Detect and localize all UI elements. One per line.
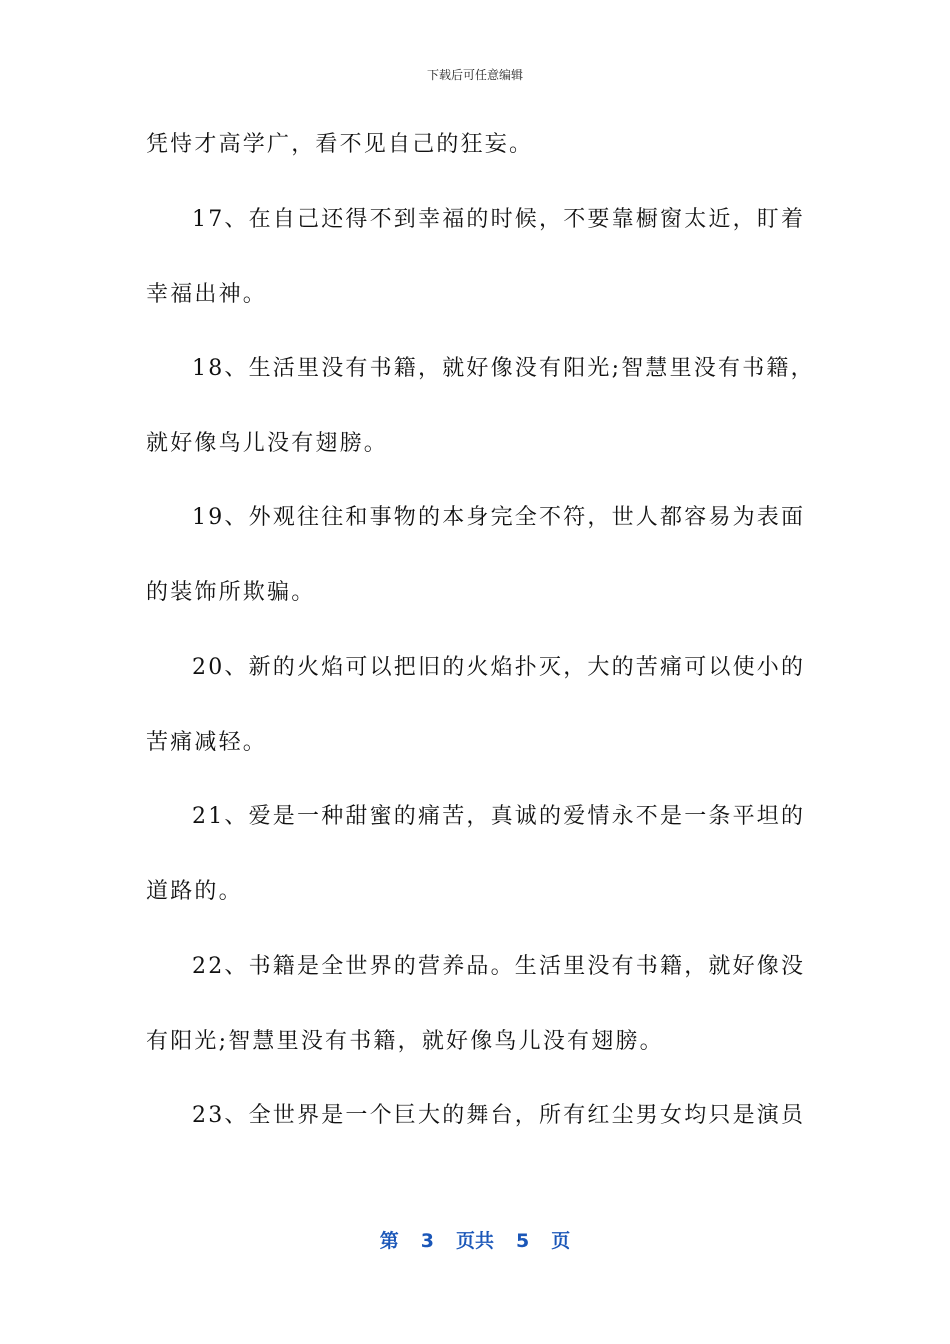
text-line: 凭恃才高学广，看不见自己的狂妄。: [146, 132, 534, 157]
text-line-item-20: 20、新的火焰可以把旧的火焰扑灭，大的苦痛可以使小的: [192, 655, 806, 680]
page-header: 下载后可任意编辑: [426, 68, 523, 82]
footer-prefix: 第: [379, 1230, 399, 1252]
footer-suffix: 页: [551, 1230, 571, 1252]
text-line-item-17: 17、在自己还得不到幸福的时候，不要靠橱窗太近，盯着: [192, 207, 806, 232]
text-line-item-18: 18、生活里没有书籍，就好像没有阳光;智慧里没有书籍，: [192, 356, 815, 381]
footer-middle: 页共: [455, 1230, 494, 1252]
footer-current-page: 3: [420, 1230, 434, 1252]
text-line-item-21: 21、爱是一种甜蜜的痛苦，真诚的爱情永不是一条平坦的: [192, 804, 806, 829]
text-line: 的装饰所欺骗。: [146, 580, 316, 605]
text-line-item-19: 19、外观往往和事物的本身完全不符，世人都容易为表面: [192, 505, 806, 530]
text-line: 道路的。: [146, 879, 243, 904]
footer-total-pages: 5: [516, 1230, 530, 1252]
text-line: 有阳光;智慧里没有书籍，就好像鸟儿没有翅膀。: [146, 1029, 664, 1054]
text-line: 就好像鸟儿没有翅膀。: [146, 431, 389, 456]
text-line: 苦痛减轻。: [146, 730, 268, 755]
text-line-item-23: 23、全世界是一个巨大的舞台，所有红尘男女均只是演员: [192, 1103, 806, 1128]
text-line: 幸福出神。: [146, 282, 268, 307]
text-line-item-22: 22、书籍是全世界的营养品。生活里没有书籍，就好像没: [192, 954, 806, 979]
page-footer: [0, 1226, 950, 1253]
